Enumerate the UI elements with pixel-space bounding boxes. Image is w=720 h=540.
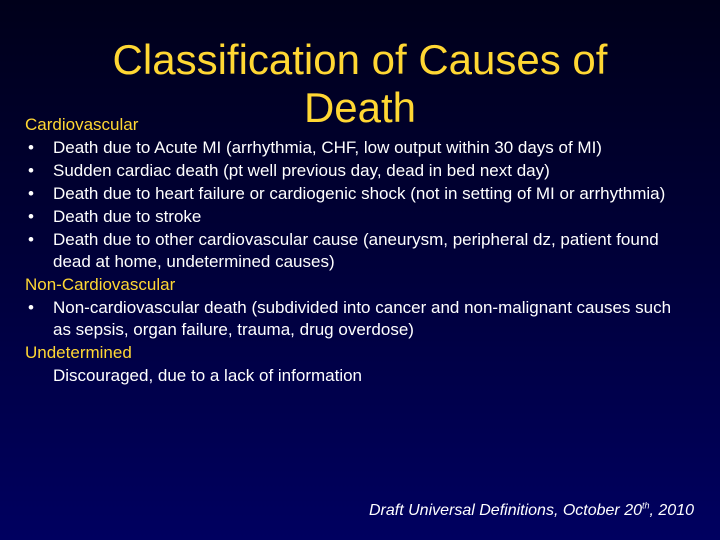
bullet-icon: • bbox=[28, 138, 34, 157]
list-item-text: Death due to heart failure or cardiogenic shock (not in setting of MI or arrhythmia) bbox=[53, 184, 666, 203]
cardiovascular-list bbox=[25, 137, 685, 273]
slide-body bbox=[25, 114, 685, 388]
list-item-text: Death due to Acute MI (arrhythmia, CHF, low output within 30 days of MI) bbox=[53, 138, 602, 157]
bullet-icon: • bbox=[28, 207, 34, 226]
bullet-icon: • bbox=[28, 230, 34, 249]
non-cardiovascular-list bbox=[25, 297, 685, 341]
list-item bbox=[25, 137, 685, 159]
citation bbox=[369, 502, 694, 520]
list-item-text: Non-cardiovascular death (subdivided into cancer and non-malignant causes such as sepsis, organ failure, trauma, drug overdose) bbox=[53, 298, 672, 339]
section-heading-cardiovascular: Cardiovascular bbox=[25, 115, 139, 134]
bullet-icon: • bbox=[28, 184, 34, 203]
list-item-text: Sudden cardiac death (pt well previous day, dead in bed next day) bbox=[53, 161, 550, 180]
list-item-text: Death due to other cardiovascular cause (aneurysm, peripheral dz, patient found dead at home, undetermined causes) bbox=[53, 230, 659, 271]
list-item bbox=[25, 297, 685, 341]
section-heading-undetermined: Undetermined bbox=[25, 343, 132, 362]
undetermined-text: Discouraged, due to a lack of information bbox=[53, 366, 363, 385]
citation-text: Draft Universal Definitions, October 20 bbox=[369, 502, 642, 519]
list-item bbox=[25, 183, 685, 205]
list-item bbox=[25, 229, 685, 273]
list-item bbox=[25, 160, 685, 182]
bullet-icon: • bbox=[28, 298, 34, 317]
citation-year: , 2010 bbox=[649, 502, 694, 519]
bullet-icon: • bbox=[28, 161, 34, 180]
list-item-text: Death due to stroke bbox=[53, 207, 202, 226]
citation-superscript: th bbox=[642, 500, 650, 511]
slide-title: Classification of Causes of Death bbox=[112, 36, 608, 132]
list-item bbox=[25, 206, 685, 228]
section-heading-non-cardiovascular: Non-Cardiovascular bbox=[25, 275, 176, 294]
